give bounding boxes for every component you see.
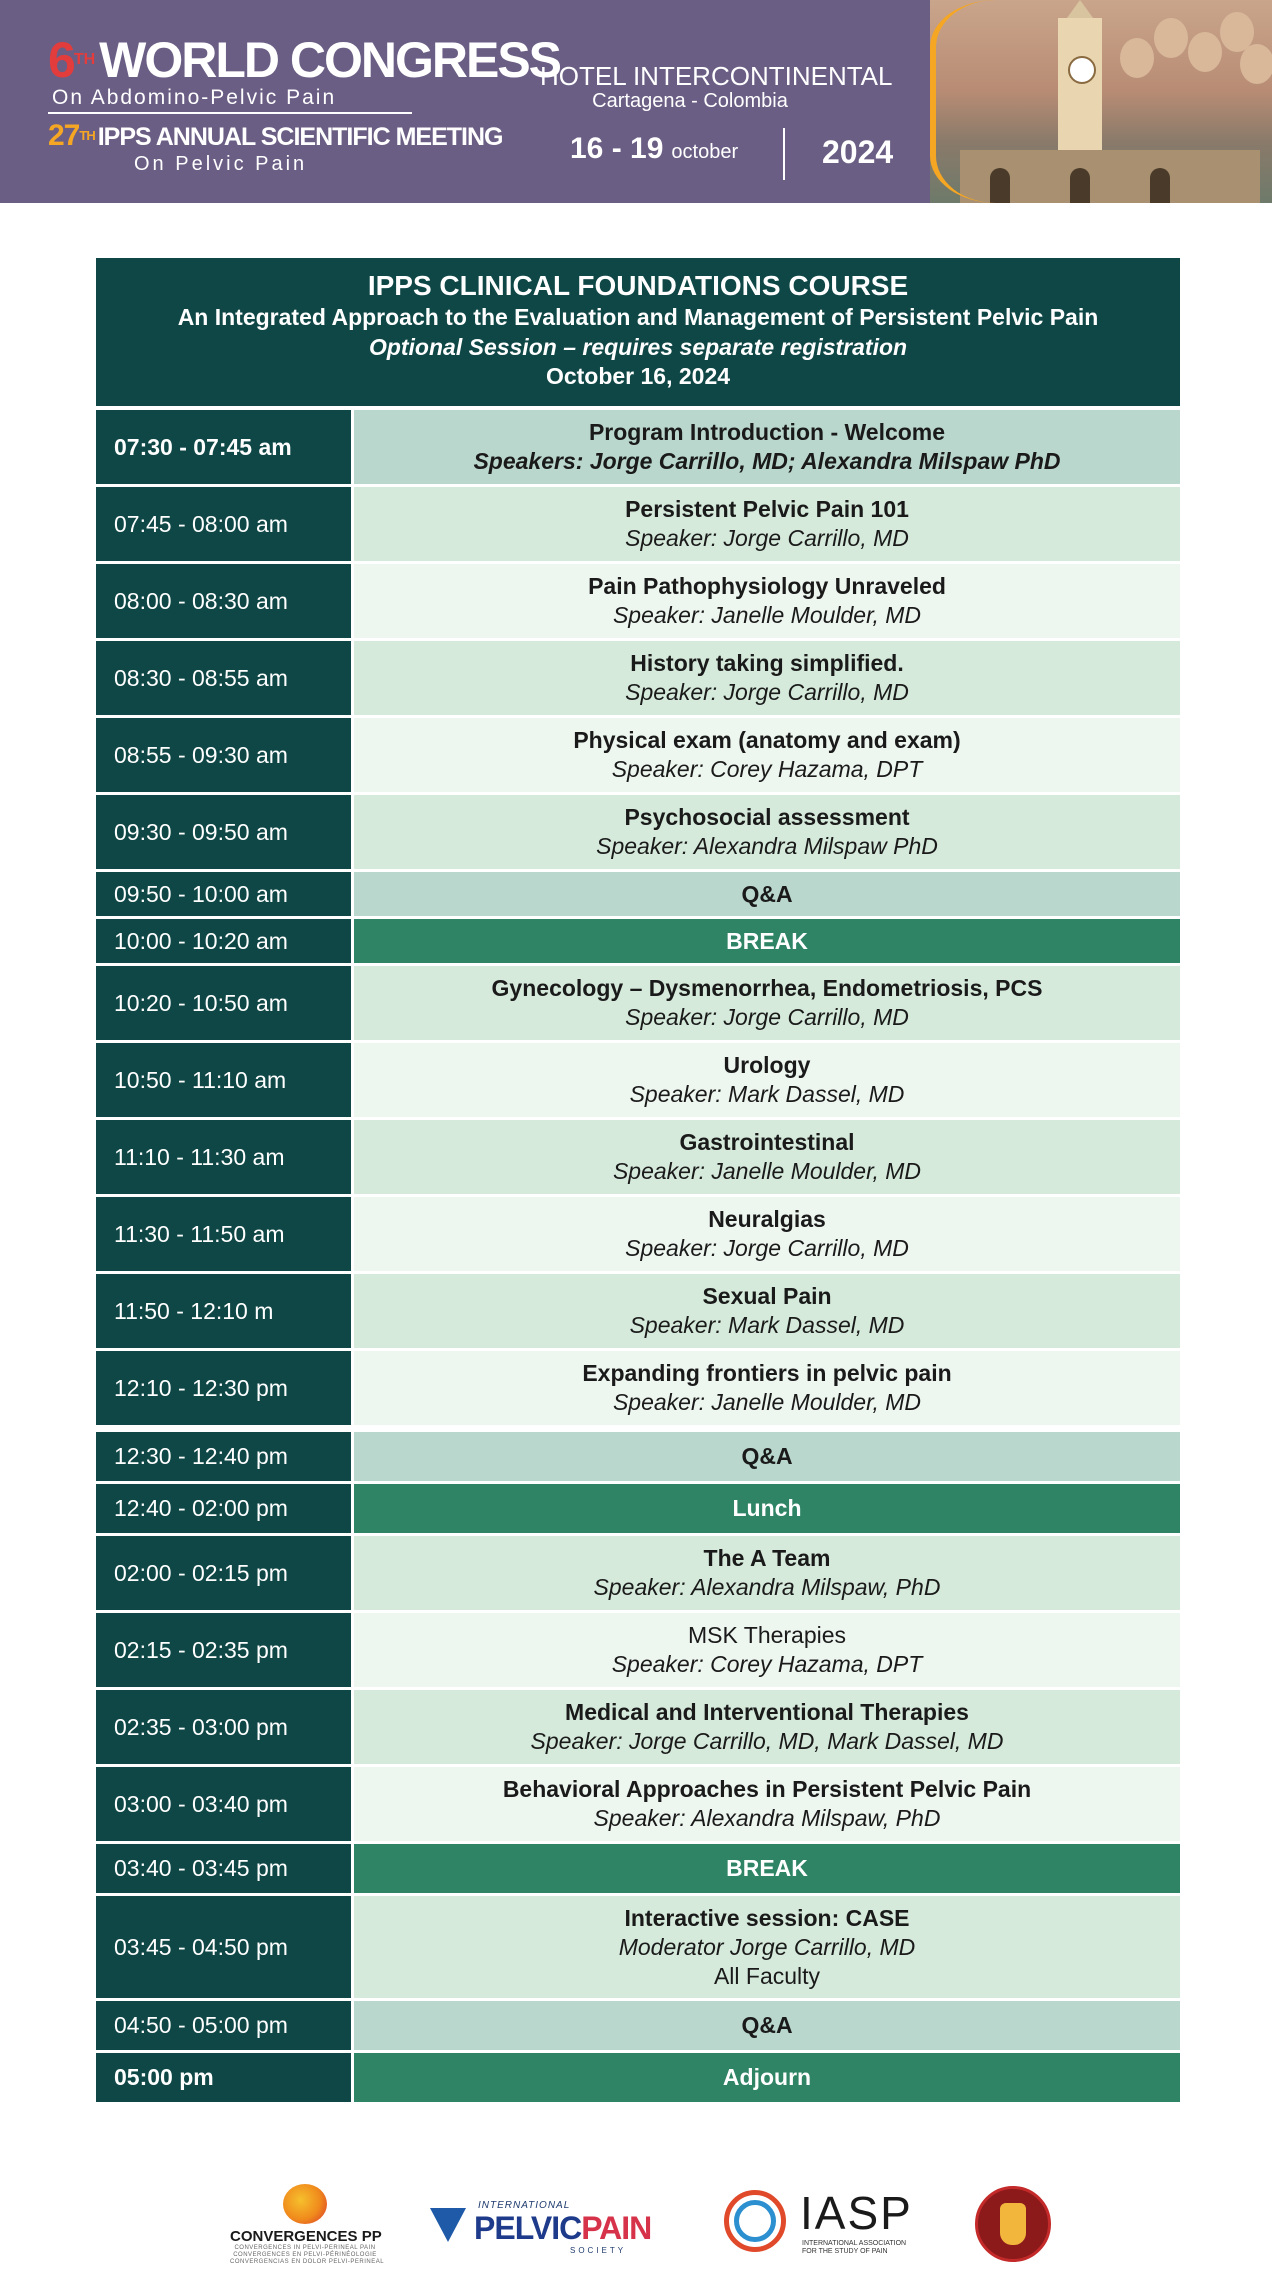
session-time: 02:00 - 02:15 pm [96, 1536, 351, 1610]
schedule-row [96, 718, 1180, 792]
session-title: BREAK [726, 927, 808, 954]
schedule-row [96, 1120, 1180, 1194]
session-speaker: Speaker: Jorge Carrillo, MD [625, 1235, 909, 1261]
session-speaker: Speaker: Jorge Carrillo, MD [625, 525, 909, 551]
society-seal-logo [975, 2186, 1051, 2262]
congress-number: 6 [48, 32, 74, 88]
course-subtitle: An Integrated Approach to the Evaluation and Management of Persistent Pelvic Pain [177, 304, 1099, 330]
session-title: Q&A [741, 2012, 793, 2038]
session-cell [354, 410, 1180, 484]
wall-arch [1070, 168, 1090, 203]
session-title: Program Introduction - Welcome [588, 419, 946, 445]
wall-arch [1150, 168, 1170, 203]
session-title: Lunch [732, 1495, 802, 1521]
session-time: 08:00 - 08:30 am [96, 564, 351, 638]
ipps-v-icon [430, 2208, 466, 2242]
session-time: 03:40 - 03:45 pm [96, 1844, 351, 1893]
course-note: Optional Session – requires separate registration [368, 334, 908, 360]
event-banner [0, 0, 1272, 203]
session-time: 07:30 - 07:45 am [96, 410, 351, 484]
session-time: 03:00 - 03:40 pm [96, 1767, 351, 1841]
schedule-row [96, 1844, 1180, 1893]
session-title: Psychosocial assessment [624, 804, 910, 830]
group-of-women [1120, 8, 1270, 98]
session-title: The A Team [703, 1545, 831, 1571]
congress-title-line [48, 32, 561, 88]
course-date: October 16, 2024 [545, 363, 731, 389]
meeting-subtitle: On Pelvic Pain [134, 153, 308, 175]
session-speaker: Speaker: Jorge Carrillo, MD, Mark Dassel, MD [530, 1728, 1004, 1754]
session-time: 10:00 - 10:20 am [96, 919, 351, 963]
course-title: IPPS CLINICAL FOUNDATIONS COURSE [367, 270, 909, 301]
event-year: 2024 [822, 134, 894, 170]
event-dates [570, 132, 738, 166]
session-time: 11:50 - 12:10 m [96, 1274, 351, 1348]
schedule-row [96, 1197, 1180, 1271]
meeting-title: IPPS ANNUAL SCIENTIFIC MEETING [97, 123, 503, 151]
session-title: BREAK [726, 1855, 808, 1881]
person [1154, 18, 1188, 58]
session-time: 11:30 - 11:50 am [96, 1197, 351, 1271]
ipps-pain: PAIN [581, 2210, 652, 2246]
session-title: Gastrointestinal [679, 1129, 855, 1155]
session-title: Q&A [741, 1443, 793, 1469]
clock-icon [1068, 56, 1096, 84]
session-title: Q&A [741, 880, 793, 907]
session-title: Pain Pathophysiology Unraveled [588, 573, 946, 599]
ipps-international: INTERNATIONAL [478, 2200, 571, 2211]
date-range: 16 - 19 [570, 132, 664, 165]
ipps-pelvic: PELVIC [474, 2210, 582, 2246]
session-speaker: Speaker: Janelle Moulder, MD [612, 1158, 922, 1184]
session-time: 08:30 - 08:55 am [96, 641, 351, 715]
session-moderator: Moderator Jorge Carrillo, MD [618, 1933, 916, 1960]
session-cell [354, 1536, 1180, 1610]
convergences-pp-logo [230, 2184, 385, 2266]
session-speaker: Speaker: Alexandra Milspaw PhD [596, 833, 938, 859]
session-title: Sexual Pain [702, 1283, 832, 1309]
session-speaker: Speaker: Mark Dassel, MD [629, 1081, 905, 1107]
city: Cartagena - Colombia [592, 90, 788, 112]
session-title: Neuralgias [708, 1206, 826, 1232]
session-title: Persistent Pelvic Pain 101 [625, 496, 909, 522]
session-speaker: Speaker: Jorge Carrillo, MD [625, 1004, 909, 1030]
session-speaker: Speaker: Janelle Moulder, MD [612, 1389, 922, 1415]
session-time: 10:50 - 11:10 am [96, 1043, 351, 1117]
convergences-mark-icon [283, 2184, 327, 2224]
meeting-title-line [48, 119, 503, 153]
header-divider [783, 128, 785, 180]
schedule-row [96, 795, 1180, 869]
schedule-row [96, 2001, 1180, 2050]
session-title: Adjourn [722, 2064, 812, 2090]
schedule-row [96, 410, 1180, 484]
iasp-name: IASP [800, 2187, 913, 2239]
schedule-row [96, 1536, 1180, 1610]
iasp-sub-line: INTERNATIONAL ASSOCIATION [802, 2240, 907, 2247]
session-time: 09:30 - 09:50 am [96, 795, 351, 869]
iasp-sub [802, 2240, 906, 2256]
session-cell [354, 1896, 1180, 1998]
convergences-name: CONVERGENCES PP [230, 2228, 382, 2245]
qa-cell [354, 872, 1180, 916]
session-cell [354, 1197, 1180, 1271]
congress-subtitle: On Abdomino-Pelvic Pain [48, 86, 412, 114]
session-speaker: Speaker: Mark Dassel, MD [629, 1312, 905, 1338]
iasp-ring-inner-icon [734, 2200, 776, 2242]
session-time: 02:15 - 02:35 pm [96, 1613, 351, 1687]
session-speaker: Speaker: Alexandra Milspaw, PhD [593, 1574, 941, 1600]
convergences-sub: CONVERGENCIAS EN DOLOR PELVI-PERINEAL [230, 2259, 385, 2265]
hotel-name: HOTEL INTERCONTINENTAL [540, 61, 893, 91]
session-time: 05:00 pm [96, 2053, 351, 2102]
schedule-row [96, 1432, 1180, 1481]
session-time: 12:10 - 12:30 pm [96, 1351, 351, 1425]
clock-tower [1058, 18, 1102, 168]
schedule-row [96, 1690, 1180, 1764]
session-time: 12:30 - 12:40 pm [96, 1432, 351, 1481]
break-cell [354, 919, 1180, 963]
session-cell [354, 1043, 1180, 1117]
month: october [671, 141, 739, 163]
session-cell [354, 1120, 1180, 1194]
session-title: History taking simplified. [630, 650, 904, 676]
session-cell [354, 1690, 1180, 1764]
session-time: 04:50 - 05:00 pm [96, 2001, 351, 2050]
schedule-row [96, 1767, 1180, 1841]
congress-logo [48, 32, 561, 175]
schedule-row [96, 1484, 1180, 1533]
seal-emblem-icon [1000, 2203, 1026, 2245]
person [1120, 38, 1154, 78]
convergences-sub: CONVERGENCES EN PELVI-PÉRINÉOLOGIE [233, 2252, 377, 2258]
session-speaker: Speaker: Jorge Carrillo, MD [625, 679, 909, 705]
person [1188, 32, 1222, 72]
session-cell [354, 718, 1180, 792]
ipps-wordmark [474, 2210, 651, 2247]
schedule-row [96, 1351, 1180, 1425]
session-speaker: Speaker: Corey Hazama, DPT [611, 756, 923, 782]
schedule-row [96, 487, 1180, 561]
session-time: 12:40 - 02:00 pm [96, 1484, 351, 1533]
banner-orange-curve [930, 0, 996, 203]
session-title: Medical and Interventional Therapies [565, 1699, 969, 1725]
session-cell [354, 1613, 1180, 1687]
schedule-row [96, 1896, 1180, 1998]
session-time: 11:10 - 11:30 am [96, 1120, 351, 1194]
session-speaker: Speaker: Corey Hazama, DPT [611, 1651, 923, 1677]
sponsor-logos [0, 2170, 1272, 2270]
schedule-row [96, 872, 1180, 916]
session-speaker: Speakers: Jorge Carrillo, MD; Alexandra Milspaw PhD [473, 448, 1061, 474]
session-title: Expanding frontiers in pelvic pain [582, 1360, 952, 1386]
session-title: Interactive session: CASE [624, 1904, 910, 1931]
qa-cell [354, 1432, 1180, 1481]
convergences-sub: CONVERGENCES IN PELVI-PERINEAL PAIN [234, 2245, 376, 2251]
session-cell [354, 1351, 1180, 1425]
venue [540, 61, 893, 112]
meeting-number: 27 [48, 119, 80, 152]
session-time: 03:45 - 04:50 pm [96, 1896, 351, 1998]
meeting-suffix: TH [79, 128, 95, 143]
iasp-logo [724, 2186, 924, 2260]
schedule-row [96, 1043, 1180, 1117]
session-time: 07:45 - 08:00 am [96, 487, 351, 561]
schedule-row [96, 1613, 1180, 1687]
session-cell [354, 1274, 1180, 1348]
session-cell [354, 564, 1180, 638]
break-cell [354, 1844, 1180, 1893]
ipps-logo [430, 2200, 660, 2255]
session-title: MSK Therapies [687, 1622, 847, 1648]
schedule-table [96, 410, 1180, 2105]
session-title: Behavioral Approaches in Persistent Pelvic Pain [502, 1776, 1032, 1802]
session-time: 08:55 - 09:30 am [96, 718, 351, 792]
schedule-row [96, 1274, 1180, 1348]
congress-title: WORLD CONGRESS [99, 32, 561, 88]
session-time: 02:35 - 03:00 pm [96, 1690, 351, 1764]
schedule-row [96, 966, 1180, 1040]
session-speaker: Speaker: Janelle Moulder, MD [612, 602, 922, 628]
session-cell [354, 795, 1180, 869]
session-title: Urology [723, 1052, 811, 1078]
schedule-row [96, 641, 1180, 715]
session-cell [354, 487, 1180, 561]
lunch-cell [354, 1484, 1180, 1533]
session-faculty: All Faculty [713, 1962, 821, 1989]
session-cell [354, 641, 1180, 715]
iasp-sub-line: FOR THE STUDY OF PAIN [802, 2248, 888, 2255]
schedule-row [96, 564, 1180, 638]
schedule-row [96, 2053, 1180, 2102]
session-time: 09:50 - 10:00 am [96, 872, 351, 916]
adjourn-cell [354, 2053, 1180, 2102]
session-speaker: Speaker: Alexandra Milspaw, PhD [593, 1805, 941, 1831]
course-title-box [96, 258, 1180, 406]
session-title: Physical exam (anatomy and exam) [573, 727, 961, 753]
session-title: Gynecology – Dysmenorrhea, Endometriosis, PCS [491, 975, 1043, 1001]
congress-suffix: TH [73, 51, 96, 68]
person [1240, 44, 1272, 84]
session-time: 10:20 - 10:50 am [96, 966, 351, 1040]
session-cell [354, 1767, 1180, 1841]
schedule-row [96, 919, 1180, 963]
qa-cell [354, 2001, 1180, 2050]
ipps-society: SOCIETY [570, 2246, 627, 2255]
session-cell [354, 966, 1180, 1040]
